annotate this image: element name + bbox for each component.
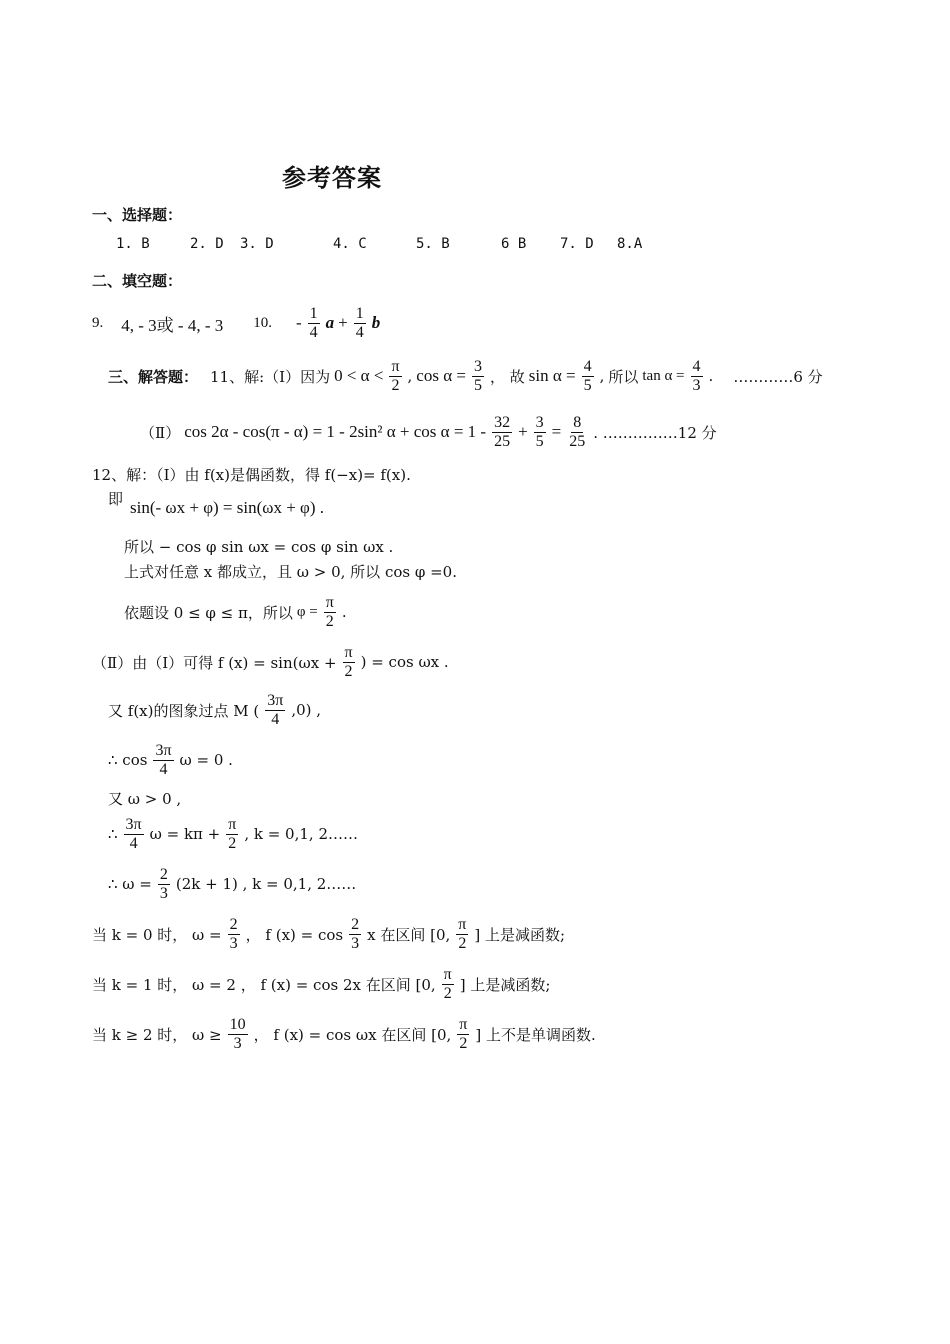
case-k0-frac3: $\frac{\pi}{2}$ — [458, 915, 467, 952]
q11-suoyi: 所以 — [608, 367, 639, 386]
q11-score-12: . ……………12 分 — [593, 423, 717, 442]
q12-line7-text: 又 f(x)的图象过点 M ( — [108, 701, 260, 720]
q12-line8 — [108, 738, 233, 782]
section-choice-heading: 一、选择题： — [92, 206, 183, 224]
case-k0-end: ] 上是减函数; — [474, 925, 566, 944]
q12-line2: sin(- ωx + φ) = sin(ωx + φ) . — [130, 498, 324, 517]
choice-answer-7: 7. D — [560, 236, 594, 252]
q12-case-k0 — [92, 912, 565, 956]
q12-line7-frac: $\frac{3\pi}{4}$ — [267, 691, 284, 728]
q10-a: a — [325, 313, 335, 332]
q11-p2-eq: = — [551, 422, 562, 441]
case-k2-pre: 当 k ≥ 2 时， ω ≥ — [92, 1025, 222, 1044]
q11-p2-frac3: $\frac{8}{25}$ — [569, 413, 586, 450]
case-k0-mid: ， f (x) = cos — [245, 925, 344, 944]
choice-answer-8: 8.A — [617, 236, 643, 252]
q11-p2-frac2: $\frac{3}{5}$ — [535, 413, 544, 450]
case-k1-frac: $\frac{\pi}{2}$ — [443, 965, 452, 1002]
q11-sin: sin α = — [528, 366, 576, 385]
section-fill-heading: 二、填空题： — [92, 272, 183, 290]
q10-b: b — [371, 313, 381, 332]
q10-label: 10. — [253, 314, 272, 331]
q12-line6-frac: $\frac{\pi}{2}$ — [344, 643, 353, 680]
page-title: 参考答案 — [282, 164, 382, 192]
q12-line11 — [108, 862, 356, 906]
q11-label: 11、解:（Ⅰ）因为 — [210, 367, 331, 386]
choice-answer-5: 5. B — [416, 236, 450, 252]
q11-tan-frac: $\frac{4}{3}$ — [692, 357, 701, 394]
q12-line6-post: ) = cos ωx . — [360, 653, 449, 671]
choice-answer-2: 2. D — [190, 236, 224, 252]
q11-gu: ， 故 — [489, 367, 525, 386]
q12-ji: 即 — [108, 490, 124, 508]
q11-cos-frac: $\frac{3}{5}$ — [473, 357, 482, 394]
q9-row — [92, 302, 380, 344]
case-k0-post: x 在区间 [0, — [367, 925, 451, 944]
q12-line10-therefore: ∴ — [108, 825, 118, 843]
q12-line9: 又 ω > 0 , — [108, 790, 182, 808]
section-solve-heading: 三、解答题： — [108, 367, 199, 386]
q11-p2-expr: cos 2α - cos(π - α) = 1 - 2sin² α + cos α = 1 - — [184, 422, 487, 441]
q11-part1-row: 三、解答题： 11、解:（Ⅰ）因为 0 < α < $\frac{\pi}{2}$ , cos α = $\frac{3}{5}$ ， 故 sin α = $\frac{4}{5}$ , 所以 tan α = $\frac{4}{3}$ . …………6 分 — [108, 357, 823, 394]
q11-ineq: 0 < α < — [334, 366, 384, 385]
q11-sin-frac: $\frac{4}{5}$ — [583, 357, 592, 394]
case-k2-frac2: $\frac{\pi}{2}$ — [459, 1015, 468, 1052]
choice-answer-1: 1. B — [116, 236, 150, 252]
q12-line6-text: （Ⅱ）由（Ⅰ）可得 f (x) = sin(ωx + — [92, 653, 337, 672]
q11-p2-frac1: $\frac{32}{25}$ — [494, 413, 511, 450]
q12-line5-frac: $\frac{\pi}{2}$ — [325, 593, 334, 630]
q10-plus: + — [338, 313, 348, 332]
case-k0-frac1: $\frac{2}{3}$ — [229, 915, 238, 952]
q12-line8-frac: $\frac{3\pi}{4}$ — [155, 741, 172, 778]
q12-line10-frac: $\frac{3\pi}{4}$ — [125, 815, 142, 852]
q12-line11-text: ∴ ω = — [108, 875, 152, 893]
case-k1-end: ] 上是减函数; — [459, 975, 551, 994]
q12-case-k1 — [92, 962, 550, 1006]
q12-line11-frac: $\frac{2}{3}$ — [159, 865, 168, 902]
case-k0-frac2: $\frac{2}{3}$ — [351, 915, 360, 952]
q12-line5-text: 依题设 0 ≤ φ ≤ π，所以 — [124, 603, 293, 622]
q11-score-6: …………6 分 — [733, 367, 823, 386]
q12-line10-post: , k = 0,1, 2…… — [244, 825, 358, 843]
q12-line11-post: (2k + 1) , k = 0,1, 2…… — [175, 875, 357, 893]
q12-case-k2 — [92, 1012, 596, 1056]
q11-tan: tan α = — [642, 367, 685, 384]
case-k0-pre: 当 k = 0 时， ω = — [92, 925, 222, 944]
q12-line8-post: ω = 0 . — [179, 751, 233, 769]
q12-line1: 12、解：（Ⅰ）由 f(x)是偶函数，得 f(−x)= f(x). — [92, 466, 411, 484]
q12-line5-phi: φ = — [296, 603, 318, 620]
choice-answer-3: 3. D — [240, 236, 274, 252]
q11-p2-label: （Ⅱ） — [140, 423, 181, 442]
case-k2-frac1: $\frac{10}{3}$ — [229, 1015, 246, 1052]
q12-line10-frac2: $\frac{\pi}{2}$ — [228, 815, 237, 852]
case-k2-mid: ， f (x) = cos ωx 在区间 [0, — [253, 1025, 452, 1044]
q12-line7-post: ,0) , — [291, 701, 322, 719]
q11-p2-plus: + — [518, 422, 528, 441]
q12-line7 — [108, 688, 321, 732]
q10-minus: - — [295, 313, 302, 332]
q9-answer: 4, - 3或 - 4, - 3 — [121, 315, 224, 335]
q10-frac-a: $\frac{1}{4}$ — [309, 304, 318, 341]
choice-answer-4: 4. C — [333, 236, 367, 252]
case-k2-end: ] 上不是单调函数. — [475, 1025, 596, 1044]
q12-line5: 依题设 0 ≤ φ ≤ π，所以 φ = $\frac{\pi}{2}$ . — [124, 593, 347, 630]
case-k1-pre: 当 k = 1 时， ω = 2 ， f (x) = cos 2x 在区间 [0, — [92, 975, 436, 994]
q11-pi-over-2: $\frac{\pi}{2}$ — [391, 357, 400, 394]
q11-cos: cos α = — [416, 366, 466, 385]
q12-line3: 所以 − cos φ sin ωx = cos φ sin ωx . — [124, 538, 394, 556]
q12-line4: 上式对任意 x 都成立，且 ω > 0, 所以 cos φ =0. — [124, 563, 457, 581]
choice-answer-6: 6 B — [501, 236, 527, 252]
q12-line10 — [108, 812, 358, 856]
q11-part2-row — [140, 410, 717, 454]
q9-label: 9. — [92, 314, 104, 331]
q10-frac-b: $\frac{1}{4}$ — [355, 304, 364, 341]
q12-line6 — [92, 640, 449, 684]
q12-line8-text: ∴ cos — [108, 751, 148, 769]
q12-line10-mid: ω = kπ + — [149, 825, 221, 843]
